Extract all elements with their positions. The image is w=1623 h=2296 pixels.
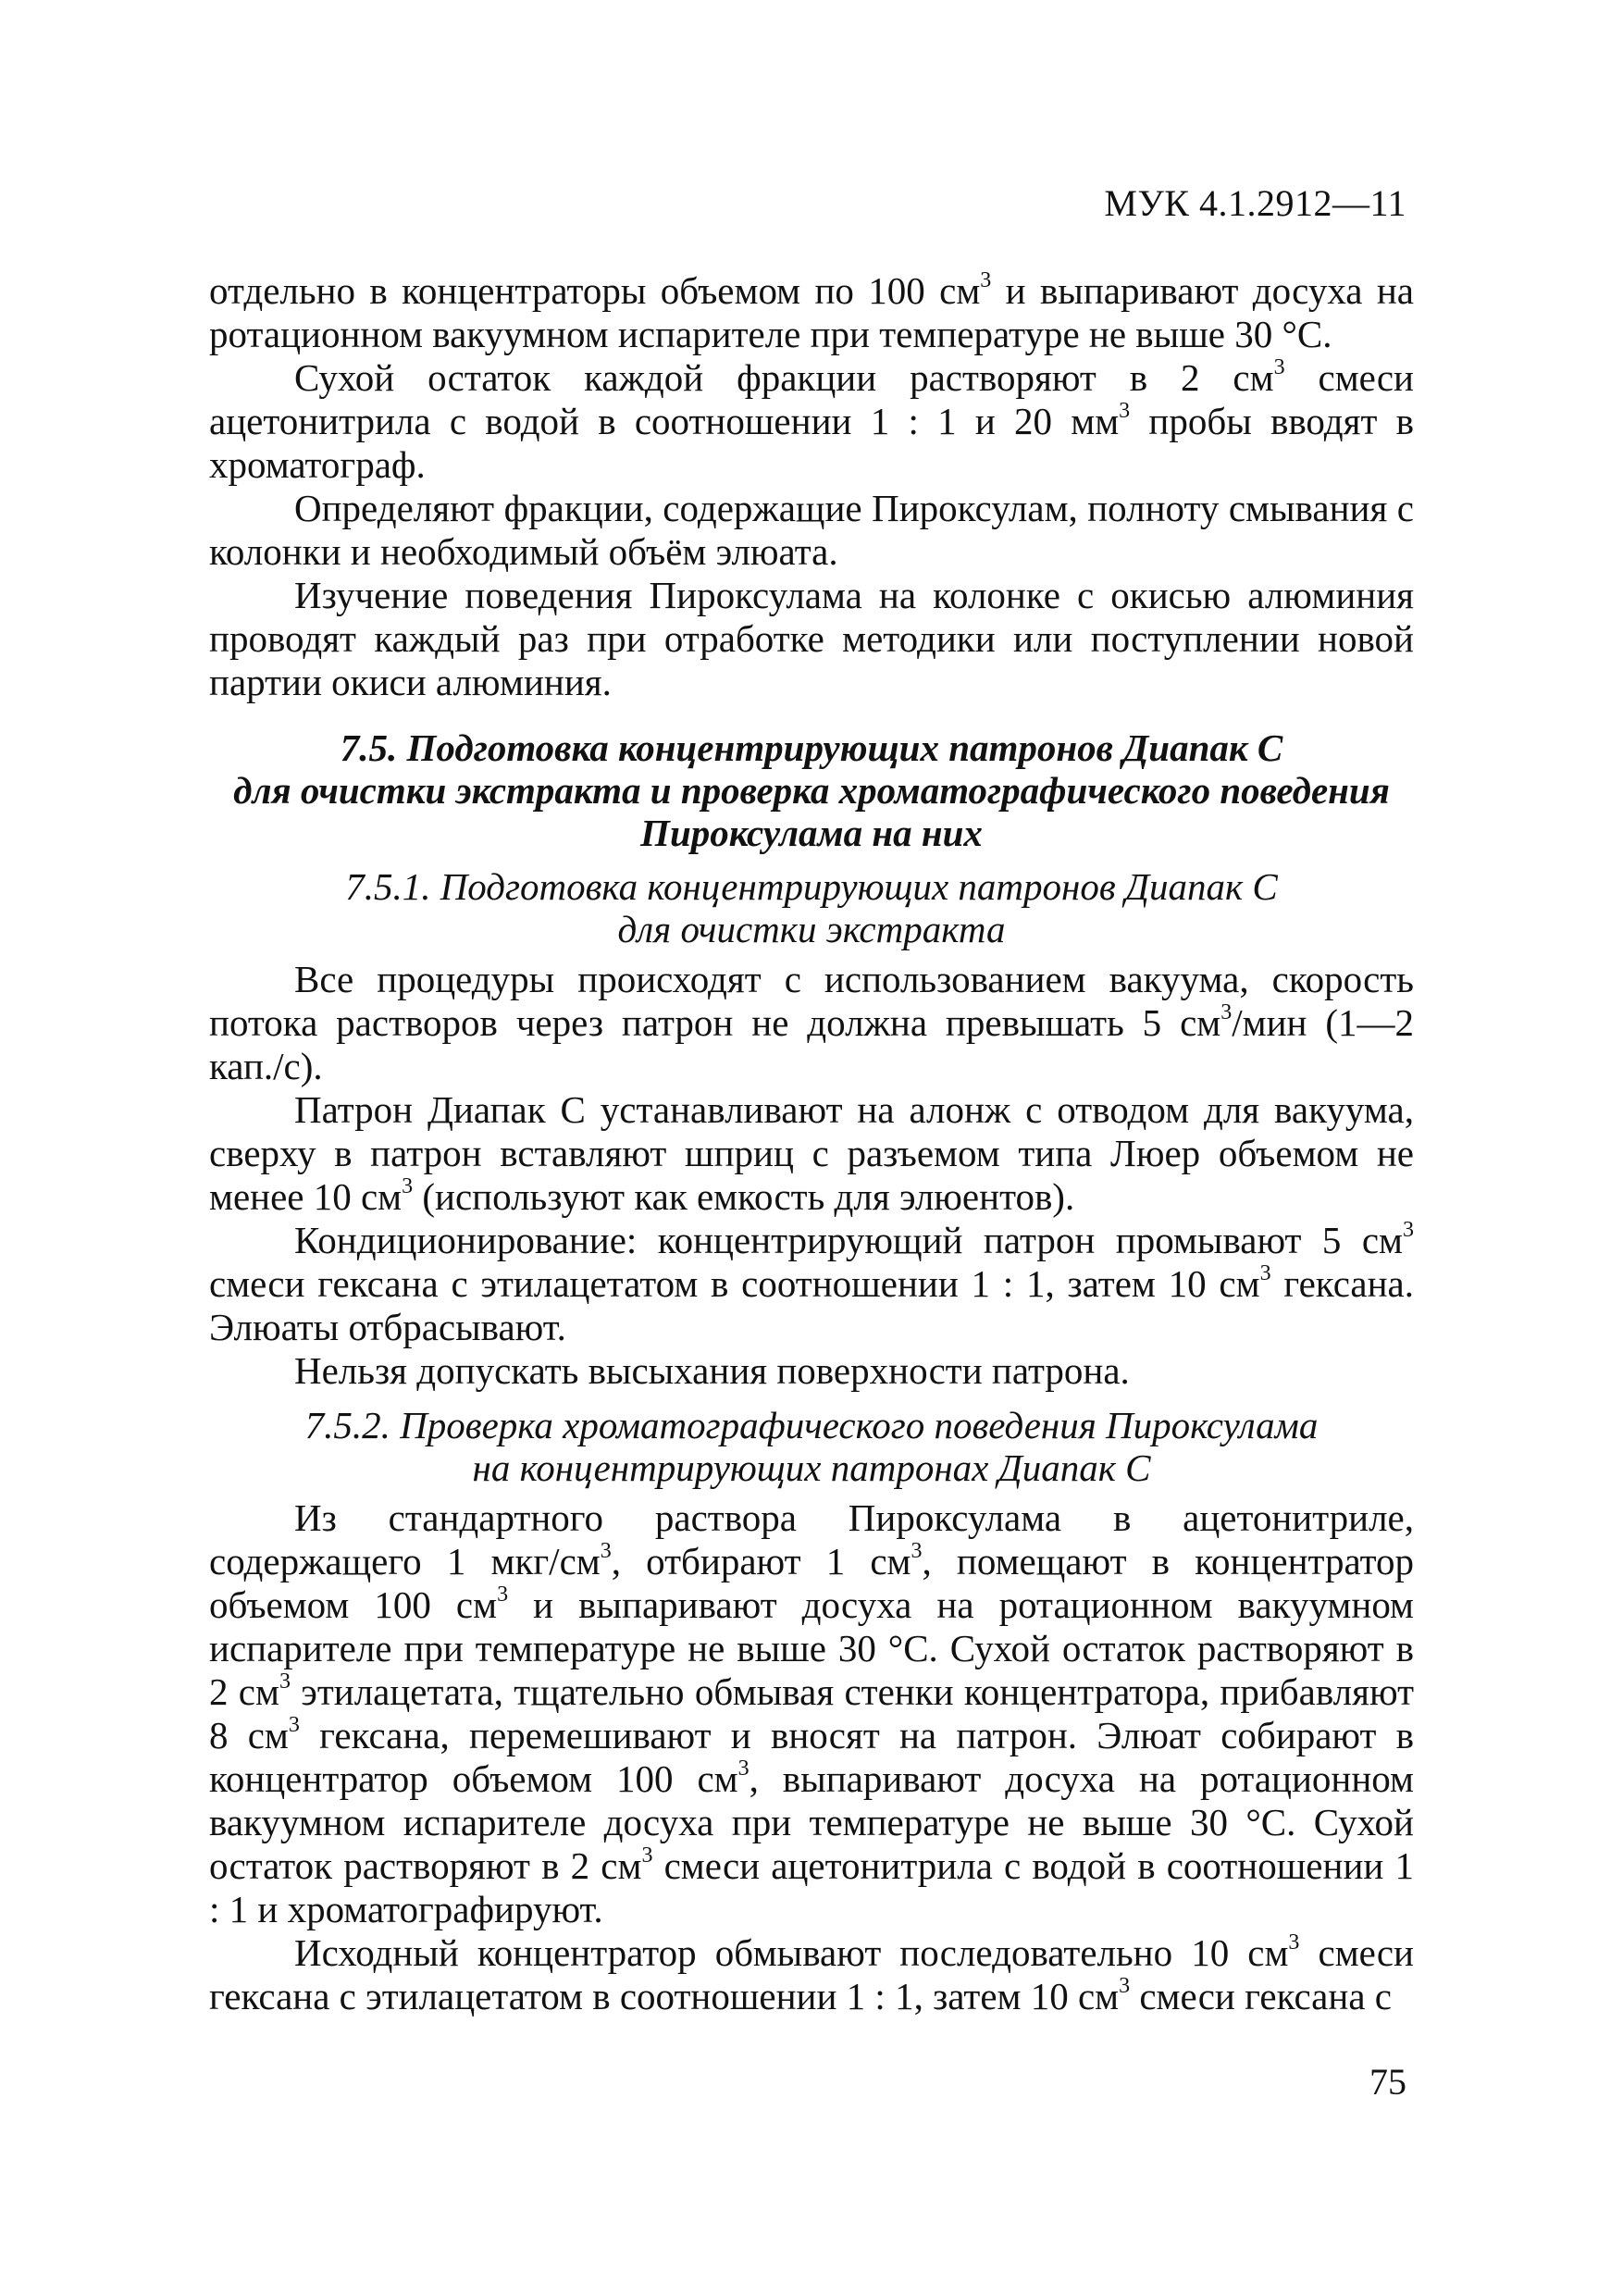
paragraph: Сухой остаток каждой фракции растворяют в 2 $см^3$ смеси ацетонитрила с водой в соотношении 1 : 1 и 20 $мм^3$ пробы вводят в хроматограф. [209, 355, 1414, 486]
paragraph: Определяют фракции, содержащие Пироксулам, полноту смывания с колонки и необходимый объём элюата. [209, 487, 1414, 573]
page-number: 75 [1369, 2061, 1406, 2103]
document-body [209, 269, 1414, 2018]
paragraph: отдельно в концентраторы объемом по 100 $см^3$ и выпаривают досуха на ротационном вакуумном испарителе при температуре не выше 30 °С. [209, 268, 1414, 355]
section-heading-7-5: 7.5. Подготовка концентрирующих патронов Диапак С для очистки экстракта и проверка хроматографического поведения Пироксулама на них [233, 726, 1390, 854]
paragraph: Из стандартного раствора Пироксулама в ацетонитриле, содержащего 1 мкг/$см^3$, отбирают 1 $см^3$, помещают в концентратор объемом 100 $см^3$ и выпаривают досуха на ротационном вакуумном испарителе при температуре не выше 30 °С. Сухой остаток растворяют в 2 $см^3$ этилацетата, тщательно обмывая стенки концентратора, прибавляют 8 $см^3$ гексана, перемешивают и вносят на патрон. Элюат собирают в концентратор объемом 100 $см^3$, выпаривают досуха на ротационном вакуумном испарителе досуха при температуре не выше 30 °С. Сухой остаток растворяют в 2 $см^3$ смеси ацетонитрила с водой в соотношении 1 : 1 и хроматографируют. [209, 1496, 1414, 1930]
subsection-heading-7-5-1: 7.5.1. Подготовка концентрирующих патронов Диапак С для очистки экстракта [345, 865, 1278, 950]
paragraph: Патрон Диапак С устанавливают на алонж с отводом для вакуума, сверху в патрон вставляют шприц с разъемом типа Люер объемом не менее 10 $см^3$ (используют как емкость для элюентов). [209, 1088, 1414, 1218]
paragraph: Кондиционирование: концентрирующий патрон промывают 5 $см^3$ смеси гексана с этилацетатом в соотношении 1 : 1, затем 10 $см^3$ гексана. Элюаты отбрасывают. [209, 1218, 1414, 1348]
paragraph: Нельзя допускать высыхания поверхности патрона. [294, 1349, 1130, 1392]
paragraph: Все процедуры происходят с использованием вакуума, скорость потока растворов через патрон не должна превышать 5 $см^3$/мин (1—2 кап./с). [209, 958, 1415, 1087]
paragraph: Изучение поведения Пироксулама на колонке с окисью алюминия проводят каждый раз при отработке методики или поступлении новой партии окиси алюминия. [209, 574, 1414, 703]
subsection-heading-7-5-2: 7.5.2. Проверка хроматографического поведения Пироксулама на концентрирующих патронах Диапак С [304, 1404, 1319, 1489]
document-code-header: МУК 4.1.2912—11 [1104, 182, 1406, 224]
paragraph: Исходный концентратор обмывают последовательно 10 $см^3$ смеси гексана с этилацетатом в соотношении 1 : 1, затем 10 $см^3$ смеси гексана с [209, 1930, 1414, 2017]
